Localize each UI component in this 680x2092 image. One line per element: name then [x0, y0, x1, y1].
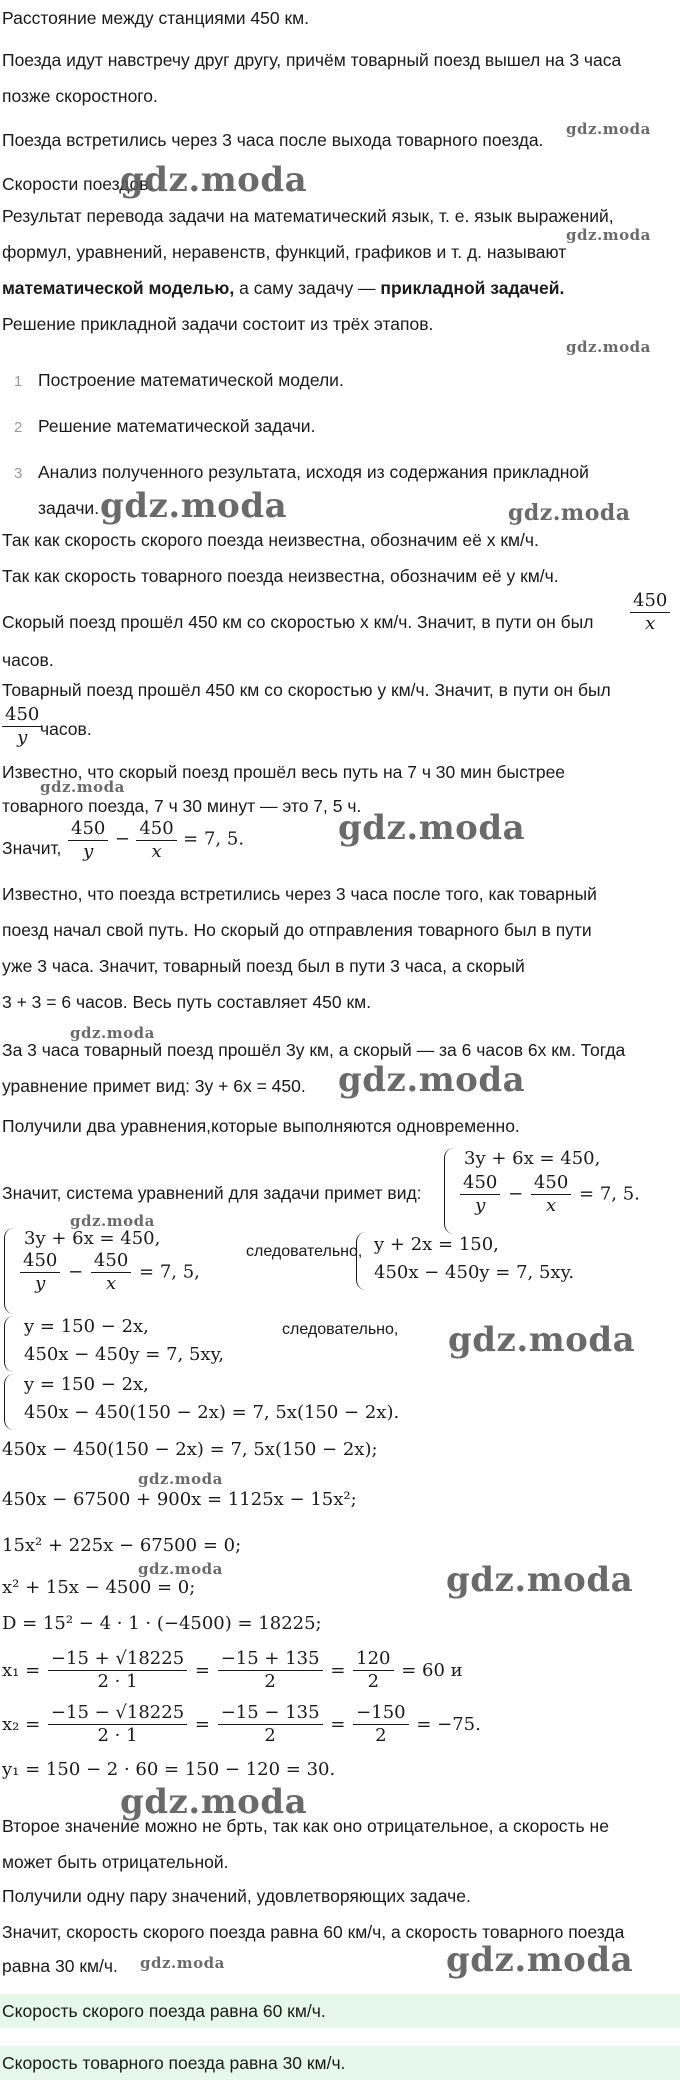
equation-line — [2, 1648, 463, 1693]
fraction-numerator: 450 — [460, 1172, 500, 1195]
brace — [4, 1374, 15, 1430]
equation: 450x − 450y = 7, 5xy. — [374, 1262, 575, 1283]
equation: 3y + 6x = 450, — [464, 1148, 601, 1169]
watermark-logo: gdz.moda — [120, 1782, 308, 1822]
fraction-numerator: 450 — [20, 1250, 60, 1273]
fraction-numerator: 450 — [136, 818, 176, 841]
fraction-numerator: −15 − √18225 — [48, 1702, 187, 1725]
watermark-logo: gdz.moda — [446, 1560, 634, 1600]
watermark-logo: gdz.moda — [566, 226, 651, 244]
fraction-numerator: −15 − 135 — [218, 1702, 323, 1725]
fraction-denominator: 2 — [375, 1725, 387, 1746]
equation-line: y₁ = 150 − 2 · 60 = 150 − 120 = 30. — [2, 1759, 336, 1780]
equation-rhs: = 7, 5, — [139, 1261, 200, 1283]
watermark-logo: gdz.moda — [140, 1954, 225, 1972]
fraction-numerator: 450 — [630, 590, 670, 613]
brace — [356, 1232, 367, 1290]
term-model: математической моделью, — [2, 278, 235, 298]
equation — [458, 1172, 640, 1217]
equation-line: 450x − 67500 + 900x = 1125x − 15x²; — [2, 1489, 357, 1510]
equation: y = 150 − 2x, — [24, 1316, 149, 1337]
text-line: Скорый поезд прошёл 450 км со скоростью x км/ч. Значит, в пути он был — [2, 612, 594, 632]
fraction-numerator: −15 + √18225 — [48, 1648, 187, 1671]
equation — [18, 1250, 200, 1295]
equation-system — [356, 1232, 602, 1290]
equation-rhs: = 60 и — [401, 1660, 463, 1681]
text-line: Известно, что скорый поезд прошёл весь путь на 7 ч 30 мин быстрее — [2, 762, 566, 782]
text-line: Так как скорость скорого поезда неизвестна, обозначим её x км/ч. — [2, 530, 539, 550]
brace — [4, 1228, 15, 1314]
operator: = — [194, 1714, 210, 1735]
watermark-logo: gdz.moda — [138, 1560, 223, 1578]
fraction-denominator: 2 — [367, 1671, 380, 1692]
fraction-denominator: x — [546, 1195, 557, 1216]
equation-system — [4, 1228, 234, 1314]
text-line: формул, уравнений, неравенств, функций, графиков и т. д. называют — [2, 242, 567, 262]
watermark-logo: gdz.moda — [508, 500, 631, 526]
fraction-numerator: −15 + 135 — [218, 1648, 323, 1671]
fraction-numerator: 450 — [91, 1250, 131, 1273]
operator: = — [330, 1660, 346, 1681]
fraction — [0, 704, 44, 749]
brace — [4, 1316, 15, 1372]
text-line: поезд начал свой путь. Но скорый до отправления товарного был в пути — [2, 920, 592, 940]
text-line: часов. — [40, 719, 92, 739]
equation: 450x − 450(150 − 2x) = 7, 5x(150 − 2x). — [24, 1402, 400, 1423]
text-line: Поезда идут навстречу друг другу, причём товарный поезд вышел на 3 часа — [2, 50, 622, 70]
fraction-denominator: x — [106, 1273, 117, 1294]
equation: y = 150 − 2x, — [24, 1374, 149, 1395]
fraction-denominator: x — [151, 841, 162, 862]
watermark-logo: gdz.moda — [448, 1320, 636, 1360]
fraction-numerator: 450 — [2, 704, 42, 727]
watermark-logo: gdz.moda — [338, 808, 526, 848]
operator: = — [330, 1714, 346, 1735]
text-line: уравнение примет вид: 3y + 6x = 450. — [2, 1076, 306, 1096]
watermark-logo: gdz.moda — [566, 120, 651, 138]
equation-line: x² + 15x − 4500 = 0; — [2, 1577, 196, 1598]
text-line: позже скоростного. — [2, 86, 158, 106]
fraction-denominator: x — [645, 613, 656, 634]
fraction-denominator: 2 · 1 — [97, 1725, 138, 1746]
fraction-numerator: 450 — [531, 1172, 571, 1195]
answer-box: Скорость скорого поезда равна 60 км/ч. — [0, 1994, 680, 2028]
fraction-denominator: y — [35, 1273, 46, 1294]
equation-line — [2, 1702, 481, 1747]
fraction-denominator: 2 — [264, 1725, 276, 1746]
text-line: Расстояние между станциями 450 км. — [2, 8, 310, 28]
operator: − — [68, 1261, 84, 1283]
list-item — [14, 414, 315, 440]
text-line: Значит, система уравнений для задачи примет вид: — [2, 1183, 422, 1203]
equation — [66, 818, 244, 863]
watermark-logo: gdz.moda — [566, 338, 651, 356]
fraction — [628, 590, 672, 635]
text-line: часов. — [2, 650, 54, 670]
list-text: Построение математической модели. — [38, 370, 344, 390]
equation-line: D = 15² − 4 · 1 · (−4500) = 18225; — [2, 1613, 322, 1634]
text-line: Поезда встретились через 3 часа после выхода товарного поезда. — [2, 130, 544, 150]
text-line: равна 30 км/ч. — [2, 1956, 118, 1976]
watermark-logo: gdz.moda — [70, 1212, 155, 1230]
text-line: За 3 часа товарный поезд прошёл 3y км, а скорый — за 6 часов 6x км. Тогда — [2, 1040, 626, 1060]
equation-system — [444, 1148, 676, 1234]
text-line: Товарный поезд прошёл 450 км со скоростью y км/ч. Значит, в пути он был — [2, 680, 611, 700]
equation-rhs: = −75. — [416, 1714, 481, 1735]
fraction-denominator: 2 — [264, 1671, 276, 1692]
list-number: 2 — [14, 419, 23, 436]
text-line: может быть отрицательной. — [2, 1852, 229, 1872]
text-line: Известно, что поезда встретились через 3 часа после того, как товарный — [2, 884, 597, 904]
answer-box: Скорость товарного поезда равна 30 км/ч. — [0, 2046, 680, 2080]
text-line: товарного поезда, 7 ч 30 минут — это 7, 5 ч. — [2, 796, 362, 816]
watermark-logo: gdz.moda — [446, 1940, 634, 1980]
text-line: следовательно, — [282, 1321, 399, 1338]
watermark-logo: gdz.moda — [138, 1470, 223, 1488]
watermark-logo: gdz.moda — [100, 486, 288, 526]
fraction-numerator: 450 — [68, 818, 108, 841]
equation-rhs: = 7, 5. — [183, 828, 245, 850]
text-line: Получили два уравнения,которые выполняются одновременно. — [2, 1116, 520, 1136]
equation-line: 15x² + 225x − 67500 = 0; — [2, 1535, 242, 1556]
equation: y + 2x = 150, — [374, 1234, 499, 1255]
text-line: следовательно, — [246, 1243, 363, 1260]
text-line: уже 3 часа. Значит, товарный поезд был в пути 3 часа, а скорый — [2, 956, 525, 976]
equation-system — [4, 1374, 444, 1430]
equation-lhs: x₁ = — [2, 1660, 41, 1681]
fraction-denominator: y — [475, 1195, 486, 1216]
text-line: 3 + 3 = 6 часов. Весь путь составляет 450 км. — [2, 992, 372, 1012]
operator: = — [194, 1660, 210, 1681]
text-line: Получили одну пару значений, удовлетворяющих задаче. — [2, 1886, 471, 1906]
fraction-denominator: 2 · 1 — [97, 1671, 138, 1692]
equation-line: 450x − 450(150 − 2x) = 7, 5x(150 − 2x); — [2, 1439, 378, 1460]
text-line: Так как скорость товарного поезда неизвестна, обозначим её y км/ч. — [2, 566, 559, 586]
equation-lhs: x₂ = — [2, 1714, 41, 1735]
term-applied: прикладной задачей. — [380, 278, 565, 298]
operator: − — [114, 828, 130, 850]
fraction-numerator: 120 — [353, 1648, 393, 1671]
watermark-logo: gdz.moda — [70, 1024, 155, 1042]
equation-system — [4, 1316, 244, 1372]
text-line: Результат перевода задачи на математический язык, т. е. язык выражений, — [2, 206, 614, 226]
equation-rhs: = 7, 5. — [579, 1183, 640, 1205]
equation: 450x − 450y = 7, 5xy, — [24, 1344, 225, 1365]
list-number: 1 — [14, 373, 23, 390]
list-text: Решение математической задачи. — [38, 416, 316, 436]
text-line: Скорости поездов. — [2, 174, 154, 194]
text-line: Решение прикладной задачи состоит из трёх этапов. — [2, 314, 434, 334]
list-item — [14, 368, 344, 394]
watermark-logo: gdz.moda — [338, 1060, 526, 1100]
text-line: Второе значение можно не брть, так как оно отрицательное, а скорость не — [2, 1816, 609, 1836]
brace — [444, 1148, 455, 1234]
text-line: Значит, — [2, 838, 62, 858]
fraction-denominator: y — [83, 841, 94, 862]
operator: − — [508, 1183, 524, 1205]
watermark-logo: gdz.moda — [40, 778, 125, 796]
text-line: Значит, скорость скорого поезда равна 60 км/ч, а скорость товарного поезда — [2, 1922, 625, 1942]
equation: 3y + 6x = 450, — [24, 1228, 161, 1249]
watermark-logo: gdz.moda — [120, 160, 308, 200]
list-text: задачи. — [38, 498, 100, 518]
list-text: Анализ полученного результата, исходя из содержания прикладной — [38, 462, 589, 482]
fraction-numerator: −150 — [353, 1702, 408, 1725]
text-fragment: а саму задачу — — [234, 278, 381, 298]
fraction-denominator: y — [17, 727, 28, 748]
list-item — [14, 460, 589, 486]
text-line — [2, 276, 564, 300]
list-number: 3 — [14, 465, 23, 482]
